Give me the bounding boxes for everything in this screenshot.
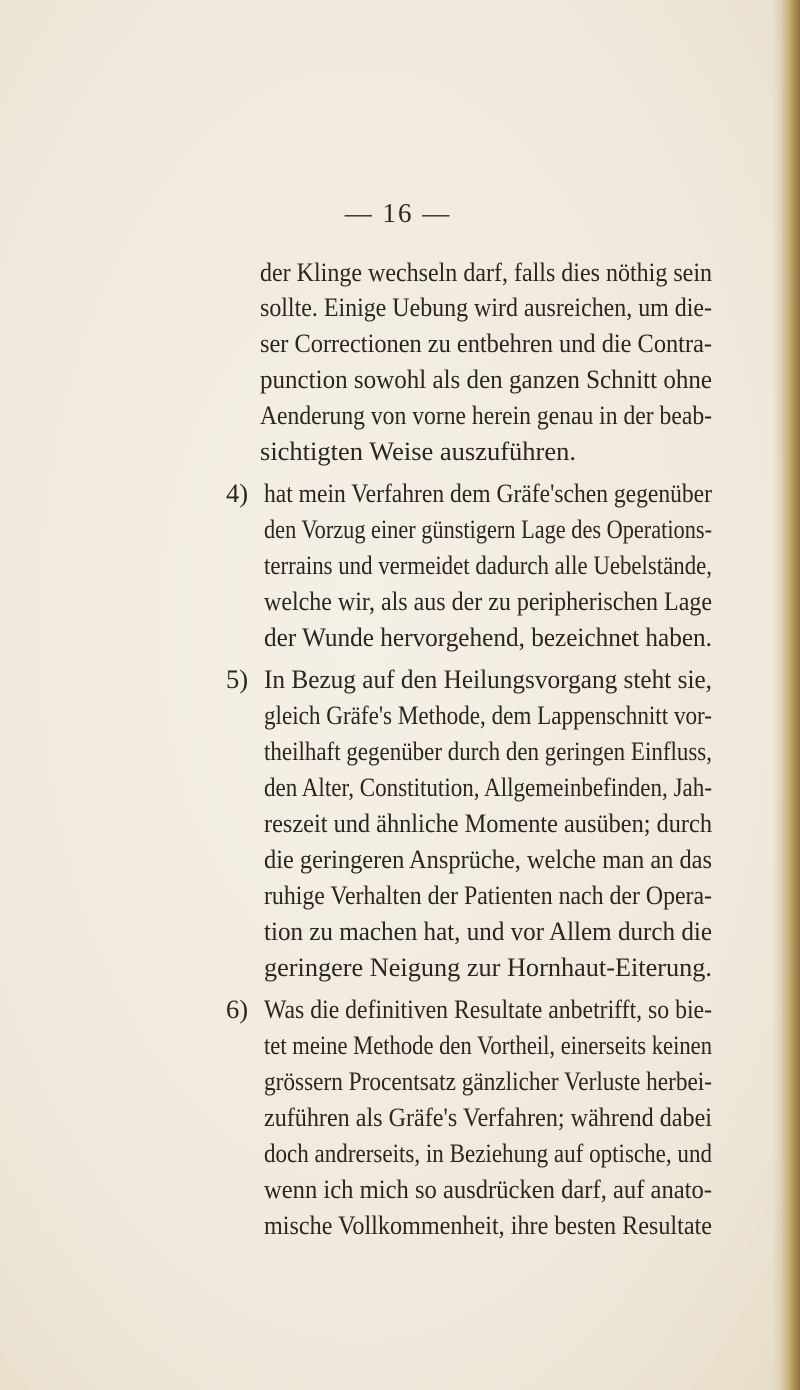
- text-line: wenn ich mich so ausdrücken darf, auf anato-: [264, 1174, 712, 1204]
- text-line: ser Correctionen zu entbehren und die Contra-: [260, 328, 712, 358]
- text-line: tet meine Methode den Vortheil, einerseits keinen: [264, 1030, 712, 1060]
- text-line: sollte. Einige Uebung wird ausreichen, um die-: [260, 292, 712, 322]
- text-line: den Alter, Constitution, Allgemeinbefinden, Jah-: [264, 772, 712, 802]
- text-line: doch andrerseits, in Beziehung auf optische, und: [264, 1138, 712, 1168]
- text-line: der Klinge wechseln darf, falls dies nöthig sein: [260, 257, 712, 287]
- text-line: grössern Procentsatz gänzlicher Verluste herbei-: [264, 1066, 712, 1096]
- text-line: theilhaft gegenüber durch den geringen Einfluss,: [264, 736, 712, 766]
- text-line: reszeit und ähnliche Momente ausüben; durch: [264, 808, 712, 838]
- page-edge-shadow: [772, 0, 782, 1390]
- text-line: mische Vollkommenheit, ihre besten Resultate: [264, 1210, 712, 1240]
- text-line: tion zu machen hat, und vor Allem durch die: [264, 916, 712, 946]
- text-line: In Bezug auf den Heilungsvorgang steht sie,: [264, 664, 712, 694]
- text-line: punction sowohl als den ganzen Schnitt ohne: [260, 364, 712, 394]
- text-line: sichtigten Weise auszuführen.: [260, 436, 577, 466]
- text-line: welche wir, als aus der zu peripherischen Lage: [264, 586, 712, 616]
- text-line: ruhige Verhalten der Patienten nach der Opera-: [264, 880, 712, 910]
- text-line: gleich Gräfe's Methode, dem Lappenschnitt vor-: [264, 700, 712, 730]
- text-line: terrains und vermeidet dadurch alle Uebelstände,: [264, 550, 712, 580]
- item-number: 6): [226, 994, 249, 1024]
- page-number: — 16 —: [344, 198, 452, 228]
- text-line: die geringeren Ansprüche, welche man an das: [264, 844, 712, 874]
- page-edge: [782, 0, 800, 1390]
- item-number: 5): [226, 664, 249, 694]
- text-line: zuführen als Gräfe's Verfahren; während dabei: [264, 1102, 712, 1132]
- text-line: Aenderung von vorne herein genau in der beab-: [260, 400, 712, 430]
- item-number: 4): [226, 478, 249, 508]
- text-line: hat mein Verfahren dem Gräfe'schen gegenüber: [264, 478, 712, 508]
- text-line: Was die definitiven Resultate anbetrifft, so bie-: [264, 994, 712, 1024]
- text-line: geringere Neigung zur Hornhaut-Eiterung.: [264, 952, 712, 982]
- text-line: der Wunde hervorgehend, bezeichnet haben.: [264, 622, 712, 652]
- text-line: den Vorzug einer günstigern Lage des Operations-: [264, 514, 712, 544]
